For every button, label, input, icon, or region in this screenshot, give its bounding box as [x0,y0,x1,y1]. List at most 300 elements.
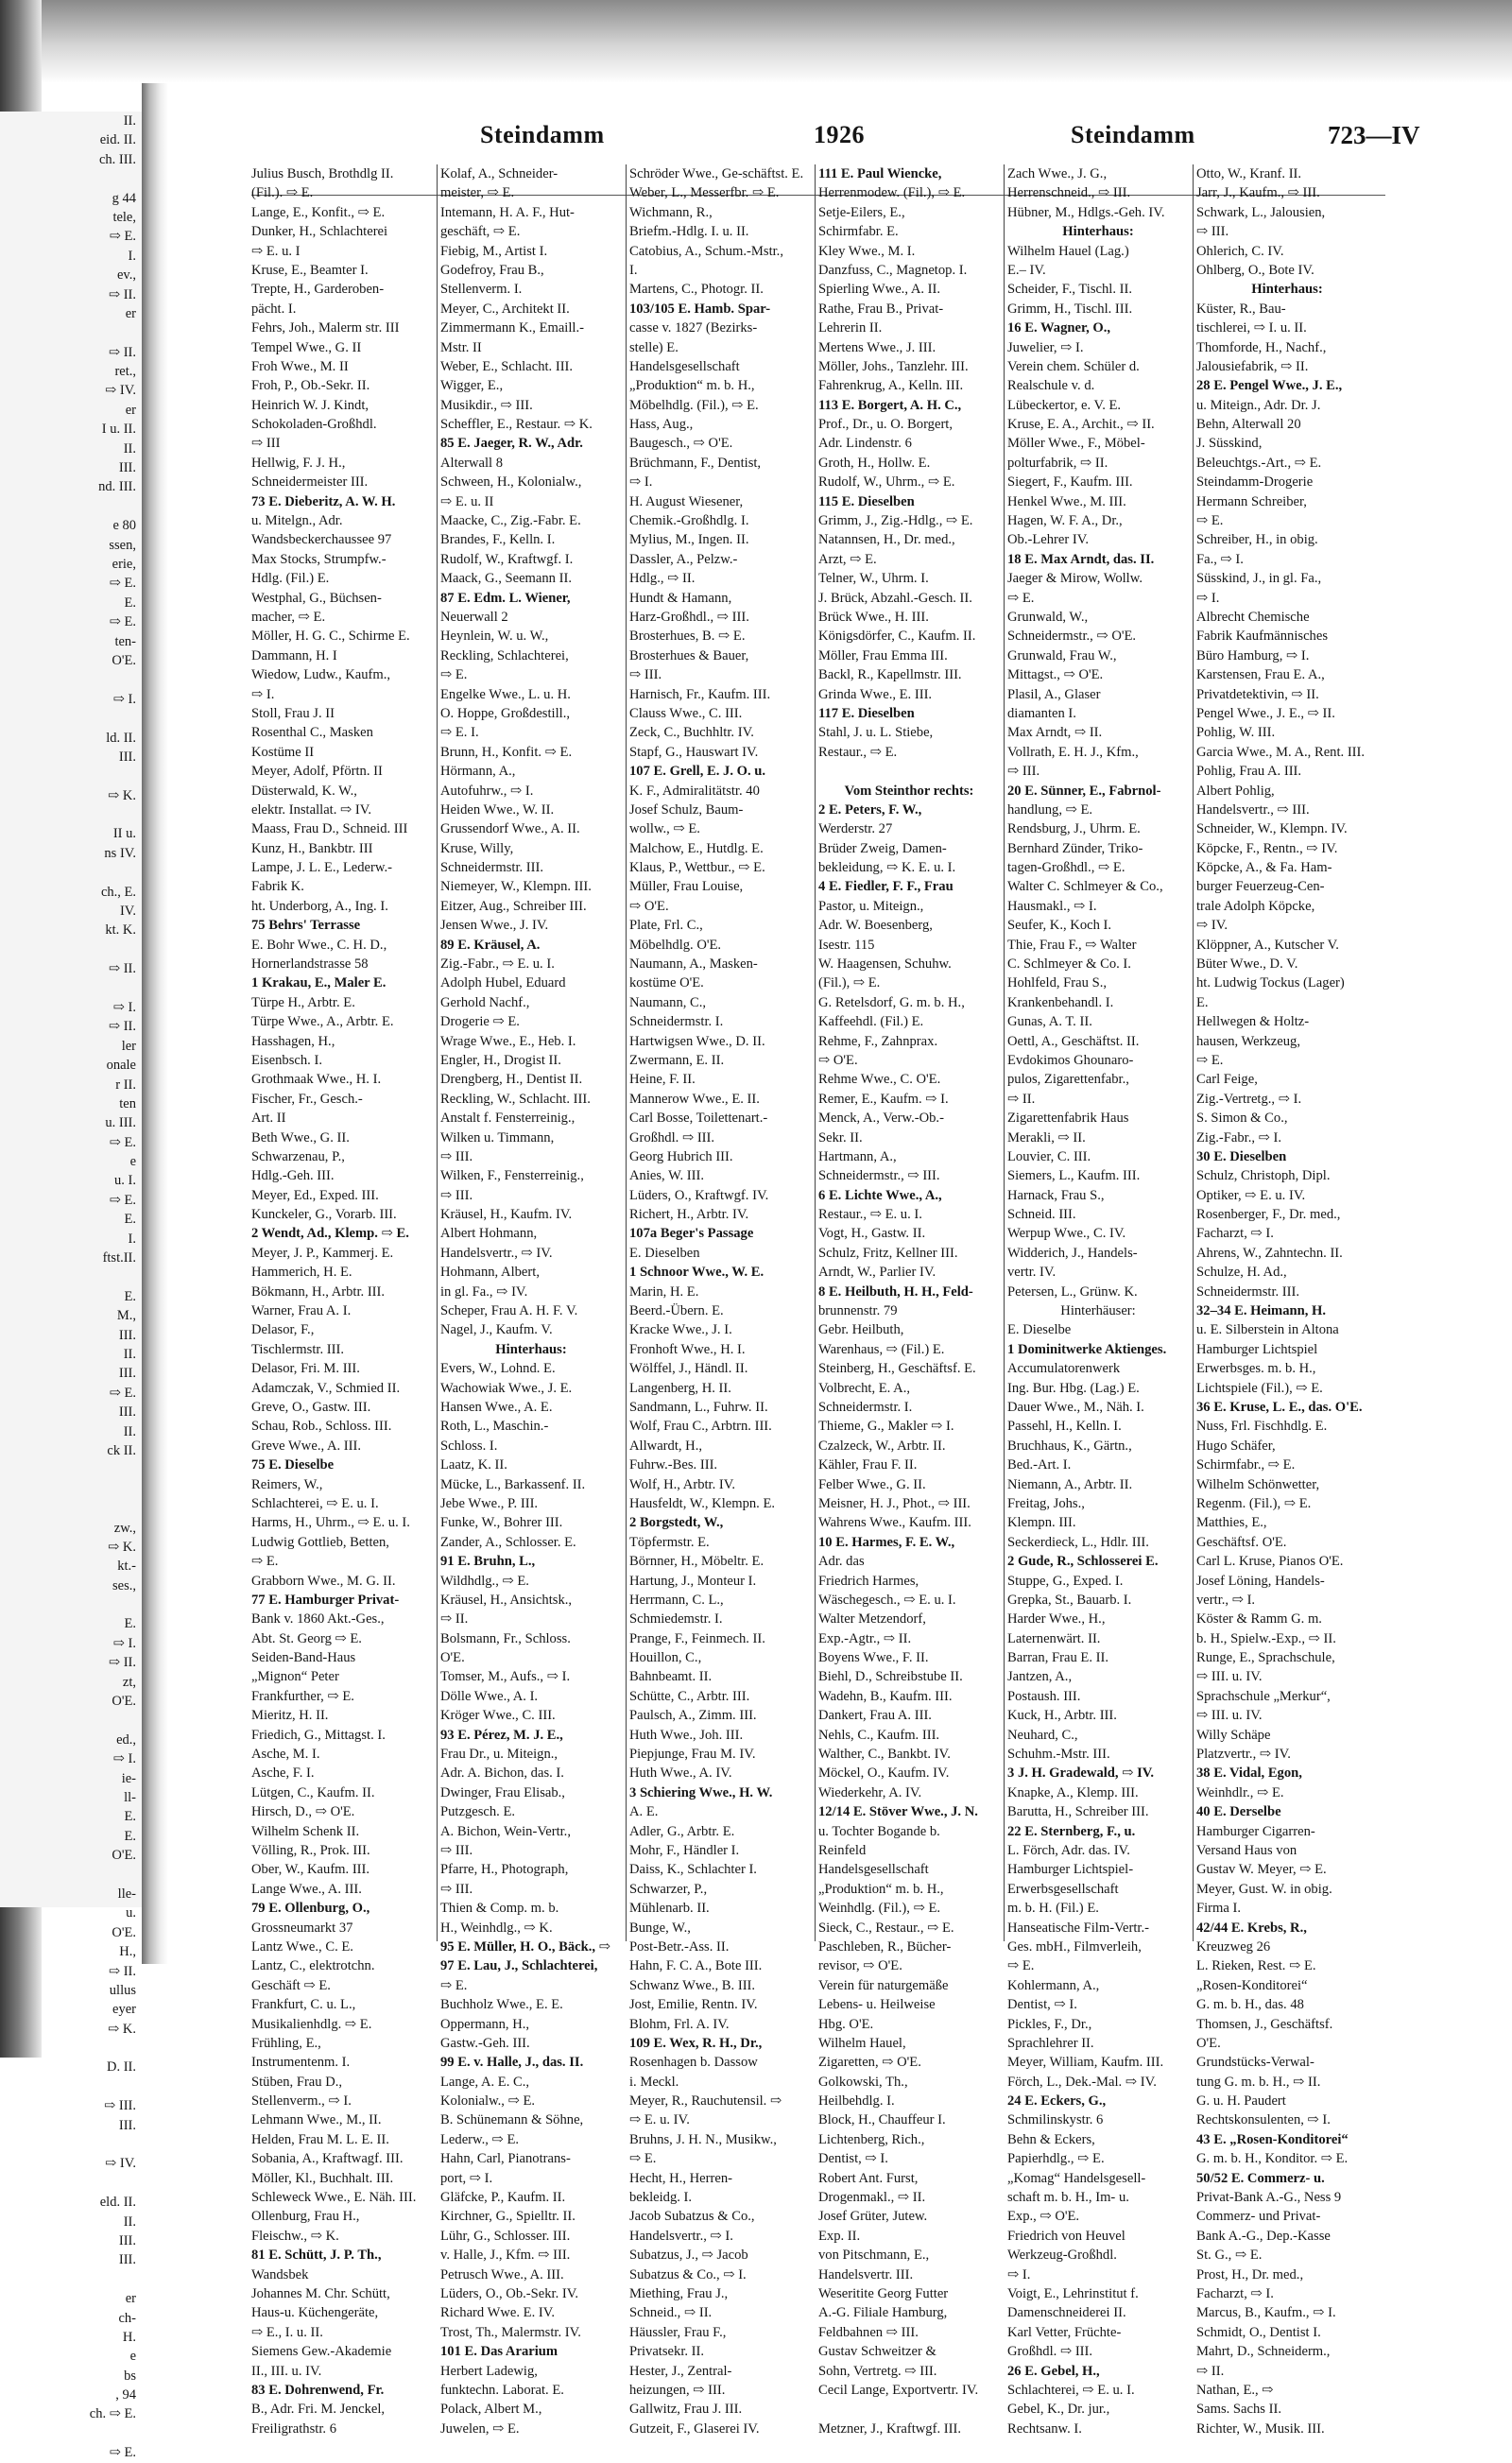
directory-entry: Möbelhdlg. (Fil.), ⇨ E. [629,397,759,413]
directory-entry: ⇨ III. u. IV. [1196,1708,1263,1724]
directory-entry: Daiss, K., Schlachter I. [629,1862,757,1878]
directory-entry: Schneidermstr., ⇨ O'E. [1007,629,1137,645]
directory-entry: u. Mitelgn., Adr. [251,513,343,529]
directory-entry: kostüme O'E. [629,975,704,991]
directory-entry: Sohn, Vertretg. ⇨ III. [818,2363,937,2379]
directory-entry: Neuerwall 2 [440,609,508,625]
directory-entry: Albert Hohmann, [440,1226,538,1242]
directory-entry: Hartung, J., Monteur I. [629,1573,757,1589]
directory-entry: Grunwald, Frau W., [1007,647,1117,663]
directory-entry: Kracke Wwe., J. I. [629,1322,732,1338]
directory-entry: Lampe, J. L. E., Lederw.- [251,860,392,876]
directory-entry: Mittagst., ⇨ O'E. [1007,667,1104,683]
directory-entry: Pastor, u. Miteign., [818,898,924,914]
directory-entry: tagen-Großhdl., ⇨ E. [1007,860,1125,876]
directory-entry: Dauer Wwe., M., Näh. I. [1007,1400,1144,1415]
directory-entry: Post-Betr.-Ass. II. [629,1938,730,1955]
previous-page-fragment: ⇨ I. [112,999,136,1015]
directory-entry: Schreiber, H., in obig. [1196,532,1318,548]
directory-entry: Voigt, E., Lehrinstitut f. [1007,2285,1139,2301]
directory-entry: Dentist, ⇨ I. [1007,1997,1077,2013]
directory-entry: Dankert, Frau A. III. [818,1708,932,1724]
directory-entry: Pohlig, W. III. [1196,725,1276,741]
directory-entry: Widderich, J., Handels- [1007,1245,1138,1261]
directory-entry: Georg Hubrich III. [629,1148,733,1164]
directory-entry: Kreuzweg 26 [1196,1938,1271,1955]
directory-entry: Wiedow, Ludw., Kaufm., [251,667,391,683]
previous-page-fragment: ⇨ E. [109,1134,136,1150]
directory-entry: Herbert Ladewig, [440,2363,538,2379]
directory-entry: „Rosen-Konditorei“ [1196,1977,1308,1993]
directory-entry: Klaus, P., Wettbur., ⇨ E. [629,860,765,876]
directory-entry: Schneid., ⇨ II. [629,2305,713,2321]
directory-entry: Sekr. II. [818,1129,863,1145]
previous-page-fragment: ses., [112,1577,136,1593]
directory-entry: Wilhelm Schönwetter, [1196,1476,1320,1492]
directory-entry: in gl. Fa., ⇨ IV. [440,1283,528,1300]
directory-entry: Fahrenkrug, A., Kelln. III. [818,378,964,394]
directory-entry: Brüder Zweig, Damen- [818,840,947,856]
directory-entry: Mstr. II [440,339,482,355]
previous-page-fragment: M., [116,1308,136,1324]
directory-entry: Gutzeit, F., Glaserei IV. [629,2420,760,2437]
directory-entry: E. Bohr Wwe., C. H. D., [251,937,387,953]
directory-entry: Kohlermann, A., [1007,1977,1100,1993]
directory-entry: Adr. das [818,1554,865,1570]
directory-entry: ⇨ E. [1196,513,1224,529]
directory-entry: Schulz, Christoph, Dipl. [1196,1168,1331,1184]
column-rule [626,164,627,1941]
directory-entry: Mahrt, D., Schneiderm., [1196,2344,1331,2360]
directory-entry: Hasshagen, H., [251,1033,335,1049]
previous-page-fragment: II. [123,113,136,129]
directory-column-5 [1007,164,1189,2437]
directory-entry: Intemann, H. A. F., Hut- [440,204,575,220]
directory-entry: ⇨ O'E. [818,1052,858,1068]
directory-entry: Schloss. I. [440,1438,498,1454]
previous-page-fragment: nd. III. [98,479,136,495]
directory-entry: Seckerdieck, L., Hdlr. III. [1007,1534,1149,1550]
previous-page-fragment: ⇨ III. [104,2098,136,2114]
directory-entry: meister, ⇨ E. [440,185,515,201]
directory-entry: Funke, W., Bohrer III. [440,1515,563,1531]
directory-entry: Schulz, Fritz, Kellner III. [818,1245,958,1261]
directory-entry: Reckling, Schlachterei, [440,647,569,663]
directory-entry: Niemann, A., Arbtr. II. [1007,1476,1133,1492]
directory-entry: Zig.-Fabr., ⇨ I. [1196,1129,1282,1145]
directory-entry: 77 E. Hamburger Privat- [251,1592,400,1608]
directory-entry: Wrage Wwe., E., Heb. I. [440,1033,576,1049]
directory-entry: Briefm.-Hdlg. I. u. II. [629,224,749,240]
directory-entry: Wiederkehr, A. IV. [818,1784,922,1800]
directory-entry: ⇨ E. [251,1554,279,1570]
directory-entry: Krankenbehandl. I. [1007,994,1114,1010]
directory-entry: Fuhrw.-Bes. III. [629,1457,718,1473]
directory-entry: Möbelhdlg. O'E. [629,937,722,953]
directory-entry: Huth Wwe., Joh. III. [629,1727,744,1743]
directory-entry: Plate, Frl. C., [629,918,703,934]
directory-entry: Lichtenberg, Rich., [818,2131,925,2147]
directory-entry: L. Rieken, Rest. ⇨ E. [1196,1958,1316,1974]
directory-entry: Türpe Wwe., A., Arbtr. E. [251,1014,394,1030]
directory-entry: ⇨ III. [1196,224,1229,240]
directory-entry: Fronhoft Wwe., H. I. [629,1341,746,1357]
directory-entry: „Produktion“ m. b. H., [818,1881,944,1897]
previous-page-fragment: erie, [112,556,136,572]
directory-entry: Großhdl. ⇨ III. [1007,2344,1093,2360]
directory-entry: ⇨ III. [440,1842,473,1858]
directory-entry: Backl, R., Kapellmstr. III. [818,667,962,683]
street-heading-right: Steindamm [1071,121,1195,148]
directory-entry: Rehme Wwe., C. O'E. [818,1072,941,1088]
directory-entry: Hammerich, H. E. [251,1265,352,1281]
previous-page-fragment [0,1460,142,1479]
directory-entry: 2 Borgstedt, W., [629,1515,724,1531]
directory-entry: Grinda Wwe., E. III. [818,686,933,702]
directory-entry: A. Bichon, Wein-Vertr., [440,1823,571,1839]
directory-entry: Dentist, ⇨ I. [818,2151,888,2167]
directory-entry: Gläfcke, P., Kaufm. II. [440,2190,566,2206]
directory-entry: Kolonialw., ⇨ E. [440,2093,536,2110]
directory-entry: Postaush. III. [1007,1688,1081,1704]
directory-entry: Verein für naturgemäße [818,1977,949,1993]
previous-page-fragment: u. [126,1905,136,1921]
directory-entry: Kolaf, A., Schneider- [440,166,558,181]
directory-entry: Blohm, Frl. A. IV. [629,2016,730,2032]
directory-entry: Vogt, H., Gastw. II. [818,1226,926,1242]
directory-entry: Exp.-Agtr., ⇨ II. [818,1630,912,1646]
directory-entry: u. E. Silberstein in Altona [1196,1322,1339,1338]
directory-entry: Lantz Wwe., C. E. [251,1938,353,1955]
directory-entry: Bank v. 1860 Akt.-Ges., [251,1611,385,1628]
directory-entry: 18 E. Max Arndt, das. II. [1007,551,1155,567]
previous-page-fragment: II. [123,440,136,456]
directory-entry: Hohlfeld, Frau S., [1007,975,1107,991]
directory-entry: 81 E. Schütt, J. P. Th., [251,2248,382,2264]
directory-entry: Fleischw., ⇨ K. [251,2228,339,2244]
directory-entry: E. Dieselbe [1007,1322,1072,1338]
previous-page-fragment: I u. II. [101,422,136,438]
directory-entry: Meyer, C., Architekt II. [440,301,570,317]
previous-page-fragment: III. [118,1404,136,1421]
directory-entry: Subatzus & Co., ⇨ I. [629,2266,747,2282]
directory-entry: Restaur., ⇨ E. u. I. [818,1207,922,1223]
directory-entry: Schütte, C., Arbtr. III. [629,1688,750,1704]
previous-page-fragment: E. [124,594,136,611]
directory-entry: 2 Wendt, Ad., Klemp. ⇨ E. [251,1226,409,1242]
directory-entry: Zigaretten, ⇨ O'E. [818,2055,921,2071]
directory-entry: Möckel, O., Kaufm. IV. [818,1765,950,1782]
previous-page-fragment: ed., [116,1731,136,1748]
directory-entry: Schneidermstr. I. [629,1014,724,1030]
directory-entry: Thie, Frau F., ⇨ Walter [1007,937,1137,953]
directory-entry: Papierhdlg., ⇨ E. [1007,2151,1105,2167]
directory-entry: Lederw., ⇨ E. [440,2131,520,2147]
directory-entry: Laatz, K. II. [440,1457,507,1473]
directory-entry: v. Halle, J., Kfm. ⇨ III. [440,2248,571,2264]
directory-entry: Handelsvertr. III. [818,2266,914,2282]
previous-page-fragment [0,1711,142,1730]
previous-page-fragment: ret., [114,364,136,380]
directory-entry: Stapf, G., Hauswart IV. [629,744,759,760]
directory-entry: Adler, G., Arbtr. E. [629,1823,735,1839]
directory-entry: Hamburger Cigarren- [1196,1823,1315,1839]
directory-entry: ⇨ IV. [1196,918,1228,934]
previous-page-fragment [0,2039,142,2058]
directory-entry: Delasor, F., [251,1322,315,1338]
directory-entry: Wandsbek [251,2266,309,2282]
directory-entry: Marin, H. E. [629,1283,699,1300]
directory-entry: L. Förch, Adr. das. IV. [1007,1842,1130,1858]
previous-page-fragment: ld. II. [106,730,136,746]
directory-entry: Optiker, ⇨ E. u. IV. [1196,1187,1306,1203]
directory-entry: Marcus, B., Kaufm., ⇨ I. [1196,2305,1336,2321]
previous-page-fragment [0,2174,142,2193]
directory-entry: O'E. [1196,2035,1221,2051]
directory-entry: Grussendorf Wwe., A. II. [440,821,580,837]
directory-entry: Häussler, Frau F., [629,2324,727,2340]
directory-entry: Sprachschule „Merkur“, [1196,1688,1331,1704]
directory-entry: Prof., Dr., u. O. Borgert, [818,417,954,433]
directory-entry: Verein chem. Schüler d. [1007,358,1140,374]
directory-entry: Mohr, F., Händler I. [629,1842,740,1858]
directory-entry: 1 Dominitwerke Aktienges. [1007,1341,1167,1357]
directory-entry: (Fil.). ⇨ E. [251,185,314,201]
directory-entry: Dassler, A., Pelzw.- [629,551,738,567]
directory-entry: ht. Ludwig Tockus (Lager) [1196,975,1345,991]
directory-column-4 [818,164,1000,2437]
directory-entry: Kräusel, H., Ansichtsk., [440,1592,573,1608]
previous-page-fragment: onale [106,1058,136,1074]
directory-entry: C. Schlmeyer & Co. I. [1007,956,1131,973]
previous-page-fragment: u. I. [114,1173,136,1189]
directory-entry: Czalzeck, W., Arbtr. II. [818,1438,946,1454]
directory-entry: B., Adr. Fri. M. Jenckel, [251,2402,386,2418]
previous-page-fragment: E. [124,1828,136,1844]
directory-entry: 3 J. H. Gradewald, ⇨ IV. [1007,1765,1155,1782]
directory-entry: Merakli, ⇨ II. [1007,1129,1086,1145]
directory-entry: Fabrik K. [251,879,304,895]
previous-page-fragment: er [125,2291,136,2307]
directory-entry: Rosenthal C., Masken [251,725,373,741]
directory-entry: Hansen Wwe., A. E. [440,1400,553,1415]
directory-entry: Sieck, C., Restaur., ⇨ E. [818,1920,954,1936]
directory-entry: E. Dieselben [629,1245,700,1261]
directory-entry: Lange, E., Konfit., ⇨ E. [251,204,386,220]
directory-entry: Putzgesch. E. [440,1804,516,1820]
directory-entry: II., III. u. IV. [251,2363,322,2379]
previous-page-fragment: , 94 [115,2387,136,2403]
directory-entry: Schwarzer, P., [629,1881,708,1897]
directory-entry: Josef Löning, Handels- [1196,1573,1325,1589]
previous-page-fragment [0,169,142,188]
directory-entry: Froh, P., Ob.-Sekr. II. [251,378,370,394]
directory-entry: 101 E. Das Ararium [440,2344,558,2360]
directory-entry: „Produktion“ m. b. H., [629,378,755,394]
directory-entry: Maacke, C., Zig.-Fabr. E. [440,513,581,529]
directory-entry: Handelsgesellschaft [629,358,740,374]
directory-entry: ⇨ II. [1196,2363,1225,2379]
directory-entry: Ludwig Gottlieb, Betten, [251,1534,389,1550]
directory-entry: Mieritz, H. II. [251,1708,329,1724]
directory-entry: Laternenwärt. II. [1007,1630,1101,1646]
directory-entry: Jarr, J., Kaufm., ⇨ III. [1196,185,1320,201]
directory-entry: Thieme, G., Makler ⇨ I. [818,1419,954,1435]
directory-entry: Fiebig, M., Artist I. [440,243,548,259]
directory-entry: Hinterhäuser: [1060,1303,1136,1319]
previous-page-fragment: ie- [121,1770,136,1786]
directory-entry: Johannes M. Chr. Schütt, [251,2285,390,2301]
directory-entry: Walter Metzendorf, [818,1611,926,1628]
previous-page-fragment: ⇨ II. [108,961,136,977]
directory-entry: O'E. [440,1650,465,1666]
directory-entry: Hagen, W. F. A., Dr., [1007,513,1123,529]
directory-entry: Rechtskonsulenten, ⇨ I. [1196,2112,1331,2128]
directory-entry: trale Adolph Köpcke, [1196,898,1315,914]
directory-entry: Isestr. 115 [818,937,875,953]
directory-entry: polturfabrik, ⇨ II. [1007,455,1108,471]
previous-page-fragment [0,497,142,516]
directory-entry: Dölle Wwe., A. I. [440,1688,539,1704]
previous-page-fragment [0,863,142,882]
directory-entry: Drogenmakl., ⇨ II. [818,2190,926,2206]
directory-page [168,83,1491,2437]
directory-entry: Hecht, H., Herren- [629,2170,732,2186]
directory-entry: 95 E. Müller, H. O., Bäck., ⇨ [440,1938,610,1955]
directory-entry: Brosterhues, B. ⇨ E. [629,629,746,645]
page-header [168,83,1491,159]
directory-entry: Boyens Wwe., F. II. [818,1650,929,1666]
directory-entry: Wichmann, R., [629,204,713,220]
directory-entry: Fehrs, Joh., Malerm str. III [251,320,400,336]
directory-entry: handlung, ⇨ E. [1007,801,1093,818]
directory-entry: Weseritite Georg Futter [818,2285,949,2301]
directory-entry: Gebr. Heilbuth, [818,1322,904,1338]
directory-entry: Langenberg, H. II. [629,1380,731,1396]
directory-entry: u. Miteign., Adr. Dr. J. [1196,397,1321,413]
previous-page-fragment: ⇨ E. [109,2445,136,2461]
directory-entry: Zeck, C., Buchhltr. IV. [629,725,754,741]
directory-column-2 [440,164,622,2437]
directory-entry: stelle) E. [629,339,679,355]
directory-entry: Freiligrathstr. 6 [251,2420,336,2437]
directory-entry: G. m. b. H., Konditor. ⇨ E. [1196,2151,1349,2167]
directory-entry: Schwarzenau, P., [251,1148,345,1164]
directory-entry: J. Süsskind, [1196,436,1263,452]
directory-entry: Zig.-Fabr., ⇨ E. u. I. [440,956,555,973]
directory-entry: „Komag“ Handelsgesell- [1007,2170,1146,2186]
directory-entry: ⇨ E. u. II [440,493,494,509]
directory-entry: Grimm, J., Zig.-Hdlg., ⇨ E. [818,513,973,529]
directory-entry: Erwerbsges. m. b. H., [1196,1361,1316,1377]
directory-entry: Carl Bosse, Toilettenart.- [629,1111,768,1127]
directory-entry: 91 E. Bruhn, L., [440,1554,536,1570]
directory-entry: 30 E. Dieselben [1196,1148,1287,1164]
directory-entry: Schuhm.-Mstr. III. [1007,1747,1110,1763]
directory-entry: Juwelier, ⇨ I. [1007,339,1084,355]
previous-page-fragment: ck II. [107,1442,136,1458]
directory-entry: Richard Wwe. E. IV. [440,2305,556,2321]
directory-entry: Wolf, H., Arbtr. IV. [629,1476,736,1492]
directory-entry: pächt. I. [251,301,297,317]
directory-entry: Müller, Frau Louise, [629,879,744,895]
directory-entry: Friedrich von Heuvel [1007,2228,1125,2244]
directory-entry: Sobania, A., Kraftwagf. III. [251,2151,404,2167]
previous-page-fragment [0,805,142,824]
directory-entry: Vollrath, E. H. J., Kfm., [1007,744,1139,760]
directory-entry: Godefroy, Frau B., [440,262,544,278]
directory-entry: 113 E. Borgert, A. H. C., [818,397,962,413]
directory-entry: Arzt, ⇨ E. [818,551,877,567]
directory-entry: Hanseatische Film-Vertr.- [1007,1920,1149,1936]
directory-entry: Delasor, Fri. M. III. [251,1361,360,1377]
directory-entry: Möller, H. G. C., Schirme E. [251,629,410,645]
directory-entry: Hdlg., ⇨ II. [629,571,696,587]
directory-entry: Mühlenarb. II. [629,1901,710,1917]
directory-entry: Restaur., ⇨ E. [818,744,898,760]
directory-entry: Töpfermstr. E. [629,1534,710,1550]
scan-top-shadow [0,0,1512,83]
directory-entry: Nuss, Frl. Fischhdlg. E. [1196,1419,1328,1435]
directory-entry: Instrumentenm. I. [251,2055,351,2071]
directory-entry: Mannerow Wwe., E. II. [629,1091,760,1107]
directory-entry: Herrenmodew. (Fil.), ⇨ E. [818,185,966,201]
previous-page-fragment [0,323,142,342]
book-gutter [142,83,168,1964]
previous-page-fragment: III. [118,1327,136,1343]
directory-entry: Ob.-Lehrer IV. [1007,532,1090,548]
directory-entry: S. Simon & Co., [1196,1111,1288,1127]
previous-page-fragment [0,1499,142,1518]
directory-entry: Freitag, Johs., [1007,1495,1085,1511]
directory-entry: Westphal, G., Büchsen- [251,590,382,606]
directory-entry: Möller, Kl., Buchhalt. III. [251,2170,394,2186]
directory-entry: Trepte, H., Garderoben- [251,282,385,298]
directory-entry: Stellenverm. I. [440,282,523,298]
directory-entry: Platzvertr., ⇨ IV. [1196,1747,1291,1763]
directory-entry: Stellenverm., ⇨ I. [251,2093,352,2110]
directory-entry: Firma I. [1196,1901,1242,1917]
previous-page-fragment [0,1595,142,1614]
directory-entry: 42/44 E. Krebs, R., [1196,1920,1307,1936]
directory-entry: 117 E. Dieselben [818,705,915,721]
directory-entry: Klempn. III. [1007,1515,1076,1531]
directory-entry: Karl Vetter, Früchte- [1007,2324,1122,2340]
directory-entry: Oppermann, H., [440,2016,530,2032]
previous-page-fragment: ev., [117,267,136,284]
directory-entry: Naumann, A., Masken- [629,956,758,973]
directory-entry: Niemeyer, W., Klempn. III. [440,879,592,895]
directory-entry: bekleidg. I. [629,2190,693,2206]
previous-page-fragment: er [125,402,136,418]
previous-page-fragment: ch., E. [100,884,136,900]
previous-page-fragment: ⇨ E. [109,229,136,245]
directory-entry: Martens, C., Photogr. II. [629,282,764,298]
directory-entry: 103/105 E. Hamb. Spar- [629,301,771,317]
directory-entry: Kostüme II [251,744,315,760]
directory-entry: Kräusel, H., Kaufm. IV. [440,1207,573,1223]
directory-entry: Miething, Frau J., [629,2285,729,2301]
directory-entry: Neuhard, C., [1007,1727,1078,1743]
directory-entry: Köster & Ramm G. m. [1196,1611,1322,1628]
directory-entry: Privatsekr. II. [629,2344,705,2360]
directory-entry: Bruhns, J. H. N., Musikw., [629,2131,777,2147]
directory-entry: Feldbahnen ⇨ III. [818,2324,919,2340]
directory-entry: Wahrens Wwe., Kaufm. III. [818,1515,971,1531]
directory-entry: elektr. Installat. ⇨ IV. [251,801,372,818]
directory-entry: Thomforde, H., Nachf., [1196,339,1327,355]
directory-entry: i. Meckl. [629,2074,679,2090]
